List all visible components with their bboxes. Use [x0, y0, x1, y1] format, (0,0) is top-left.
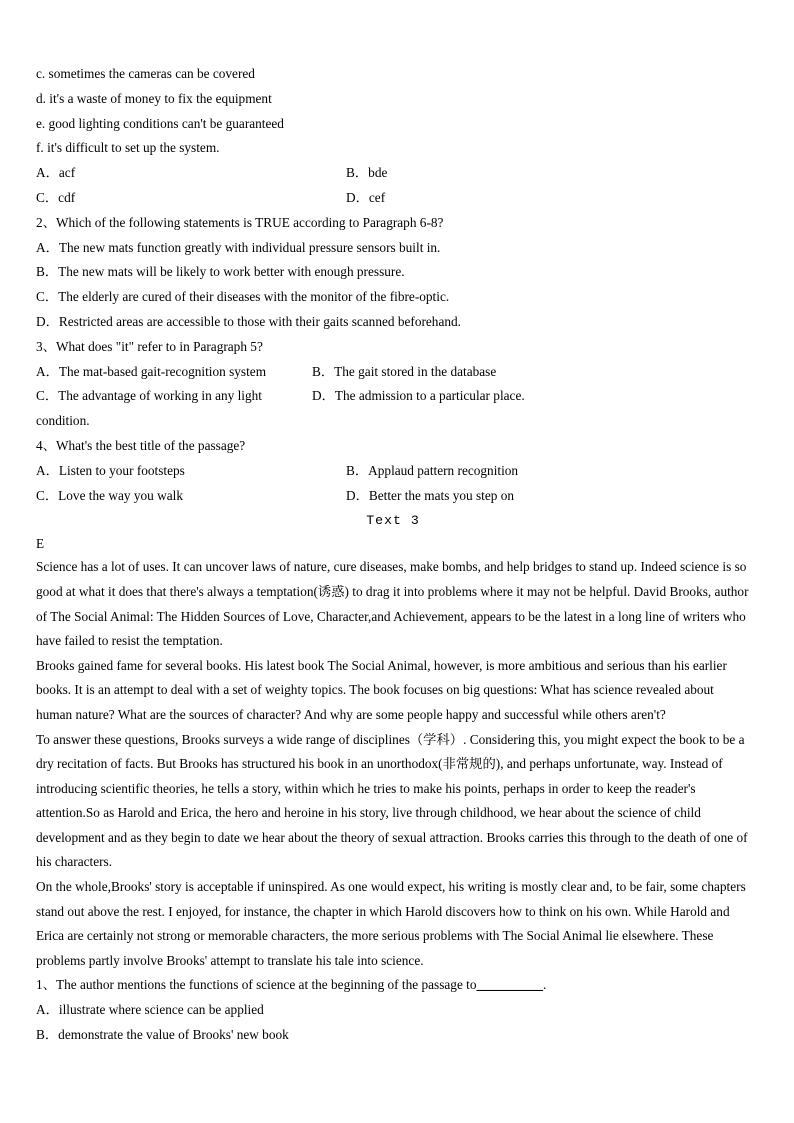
- text-3-heading: Text 3: [366, 513, 420, 529]
- q3-choices-row-2: [36, 384, 750, 434]
- q4-choices-row-2: [36, 484, 750, 509]
- q2-choice-d[interactable]: D．Restricted areas are accessible to those with their gaits scanned beforehand.: [36, 313, 461, 329]
- q1-choice-a[interactable]: A．acf: [36, 165, 76, 181]
- q3-choice-a[interactable]: A．The mat-based gait-recognition system: [36, 363, 267, 379]
- q1-choice-d[interactable]: D．cef: [346, 189, 386, 205]
- q4-choice-c[interactable]: C．Love the way you walk: [36, 487, 183, 503]
- q3-choice-d[interactable]: D．The admission to a particular place.: [312, 388, 525, 404]
- passage-paragraph-4: On the whole,Brooks' story is acceptable if uninspired. As one would expect, his writing is mostly clear and, to be fair, some chapters stand out above the rest. I enjoyed, for instance, the chapter in which Harold discovers how to think on his own. While Harold and Erica are certainly not strong or memorable characters, the more serious problems with The Social Animal lie elsewhere. These problems partly involve Brooks' attempt to translate his tale into science.: [36, 879, 746, 968]
- pre-option-e: e. good lighting conditions can't be guaranteed: [36, 115, 284, 131]
- pre-option-d: d. it's a waste of money to fix the equipment: [36, 90, 272, 106]
- q2-choice-b[interactable]: B．The new mats will be likely to work better with enough pressure.: [36, 264, 405, 280]
- q5-choice-a[interactable]: A．illustrate where science can be applied: [36, 1002, 264, 1018]
- q4-choices-row-1: [36, 459, 750, 484]
- q1-choices-row-1: [36, 161, 750, 186]
- q2-choice-a[interactable]: A．The new mats function greatly with individual pressure sensors built in.: [36, 239, 441, 255]
- q2-choice-c[interactable]: C．The elderly are cured of their diseases with the monitor of the fibre-optic.: [36, 289, 450, 305]
- pre-option-c: c. sometimes the cameras can be covered: [36, 66, 255, 81]
- question-3-stem: 3、What does "it" refer to in Paragraph 5?: [36, 338, 263, 354]
- q3-choice-c[interactable]: C．The advantage of working in any light condition.: [36, 388, 262, 429]
- q4-choice-d[interactable]: D．Better the mats you step on: [346, 487, 515, 503]
- passage-paragraph-2: Brooks gained fame for several books. His latest book The Social Animal, however, is more ambitious and serious than his earlier books. It is an attempt to deal with a set of weighty topics. The book focuses on big questions: What has science revealed about human nature? What are the sources of character? And why are some people happy and successful while others aren't?: [36, 657, 727, 722]
- passage-paragraph-1: Science has a lot of uses. It can uncover laws of nature, cure diseases, make bombs, and help bridges to stand up. Indeed science is so good at what it does that there's always a temptation(诱惑) to drag it into problems where it may not be helpful. David Brooks, author of The Social Animal: The Hidden Sources of Love, Character,and Achievement, appears to be the latest in a long line of writers who have failed to resist the temptation.: [36, 559, 749, 649]
- question-5-stem-text: 1、The author mentions the functions of science at the beginning of the passage to: [36, 977, 477, 993]
- q1-choices-row-2: [36, 186, 750, 211]
- q4-choice-b[interactable]: B．Applaud pattern recognition: [346, 462, 519, 478]
- question-4-stem: 4、What's the best title of the passage?: [36, 437, 246, 453]
- q3-choices-row-1: [36, 360, 750, 385]
- q3-choice-b[interactable]: B．The gait stored in the database: [312, 363, 497, 379]
- q1-choice-b[interactable]: B．bde: [346, 165, 388, 181]
- passage-paragraph-3: To answer these questions, Brooks surveys a wide range of disciplines（学科）. Considering this, you might expect the book to be a dry recitation of facts. But Brooks has structured his book in an unorthodox(非常规的), and perhaps unfortunate, way. Instead of introducing scientific theories, he tells a story, within which he tries to make his points, perhaps in order to keep the reader's attention.So as Harold and Erica, the hero and heroine in his story, live through childhood, we hear about the science of child development and as they begin to date we hear about the theory of sexual attraction. Brooks carries this through to the death of one of his characters.: [36, 731, 748, 870]
- question-5-stem: [36, 973, 750, 998]
- question-5-blank[interactable]: __________: [476, 977, 544, 993]
- pre-option-f: f. it's difficult to set up the system.: [36, 140, 220, 156]
- question-5-stem-tail: .: [543, 977, 547, 993]
- section-letter: E: [36, 536, 45, 552]
- q5-choice-b[interactable]: B．demonstrate the value of Brooks' new book: [36, 1027, 289, 1043]
- q4-choice-a[interactable]: A．Listen to your footsteps: [36, 462, 185, 478]
- question-2-stem: 2、Which of the following statements is TRUE according to Paragraph 6-8?: [36, 214, 444, 230]
- q1-choice-c[interactable]: C．cdf: [36, 189, 76, 205]
